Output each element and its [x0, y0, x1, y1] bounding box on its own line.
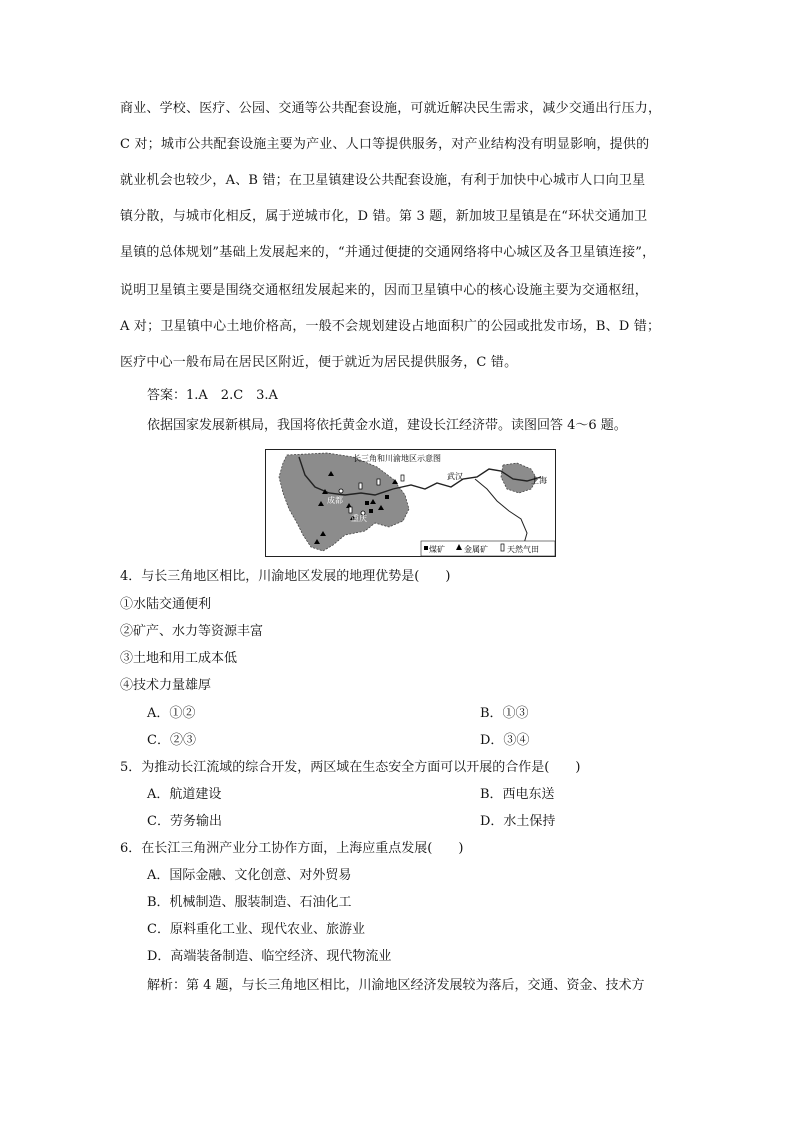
- yangtze-map-figure: [265, 449, 556, 557]
- statement: ①水陆交通便利: [120, 597, 212, 612]
- explanation-line: C 对；城市公共配套设施主要为产业、人口等提供服务，对产业结构没有明显影响，提供的: [120, 137, 650, 152]
- legend-metal-label: 金属矿: [464, 545, 488, 554]
- shanghai-label: 上海: [531, 476, 547, 485]
- map-title: 长三角和川渝地区示意图: [353, 454, 441, 463]
- explanation-line: A 对；卫星镇中心土地价格高，一般不会规划建设占地面积广的公园或批发市场，B、D 错；: [120, 319, 661, 334]
- statement: ③土地和用工成本低: [120, 651, 238, 666]
- explanation-line: 镇分散，与城市化相反，属于逆城市化，D 错。第 3 题，新加坡卫星镇是在“环状交通加卫: [120, 209, 648, 224]
- option-c: C．劳务输出: [147, 814, 222, 829]
- statement: ②矿产、水力等资源丰富: [120, 624, 264, 639]
- option-b: B．西电东送: [480, 787, 555, 802]
- answer-line: 答案：1.A 2.C 3.A: [147, 388, 278, 403]
- legend-gas-symbol: [501, 544, 504, 551]
- explanation-line: 就业机会也较少，A、B 错；在卫星镇建设公共配套设施，有利于加快中心城市人口向卫星: [120, 173, 646, 188]
- option-a: A．国际金融、文化创意、对外贸易: [147, 868, 352, 883]
- legend-coal-label: 煤矿: [429, 545, 445, 554]
- explanation-line: 说明卫星镇主要是围绕交通枢纽发展起来的，因而卫星镇中心的核心设施主要为交通枢纽，: [120, 283, 649, 298]
- question-stem: 5．为推动长江流域的综合开发，两区域在生态安全方面可以开展的合作是( ): [120, 760, 581, 775]
- question-intro: 依据国家发展新棋局，我国将依托黄金水道，建设长江经济带。读图回答 4～6 题。: [147, 418, 627, 433]
- explanation-line: 医疗中心一般布局在居民区附近，便于就近为居民提供服务，C 错。: [120, 355, 518, 370]
- statement: ④技术力量雄厚: [120, 678, 212, 693]
- question-stem: 4．与长三角地区相比，川渝地区发展的地理优势是( ): [120, 569, 451, 584]
- option-a: A．①②: [147, 706, 196, 721]
- option-b: B．①③: [480, 706, 529, 721]
- map-legend: [421, 541, 555, 556]
- explanation-line: 星镇的总体规划”基础上发展起来的，“并通过便捷的交通网络将中心城区及各卫星镇连接”，: [120, 245, 656, 260]
- analysis-line: 解析：第 4 题，与长三角地区相比，川渝地区经济发展较为落后，交通、资金、技术方: [147, 978, 645, 993]
- chengdu-marker: [339, 489, 343, 493]
- option-b: B．机械制造、服装制造、石油化工: [147, 895, 352, 910]
- legend-gas-label: 天然气田: [507, 545, 539, 554]
- legend-coal-symbol: [424, 546, 428, 550]
- chengdu-label: 成都: [327, 496, 343, 505]
- option-d: D．③④: [480, 733, 530, 748]
- option-c: C．②③: [147, 733, 196, 748]
- option-d: D．水土保持: [480, 814, 556, 829]
- explanation-line: 商业、学校、医疗、公园、交通等公共配套设施，可就近解决民生需求，减少交通出行压力，: [120, 101, 662, 116]
- chongqing-label: 重庆: [351, 514, 367, 523]
- option-c: C．原料重化工业、现代农业、旅游业: [147, 922, 365, 937]
- question-stem: 6．在长江三角洲产业分工协作方面，上海应重点发展( ): [120, 841, 464, 856]
- option-d: D．高端装备制造、临空经济、现代物流业: [147, 949, 392, 964]
- wuhan-label: 武汉: [447, 472, 463, 481]
- option-a: A．航道建设: [147, 787, 222, 802]
